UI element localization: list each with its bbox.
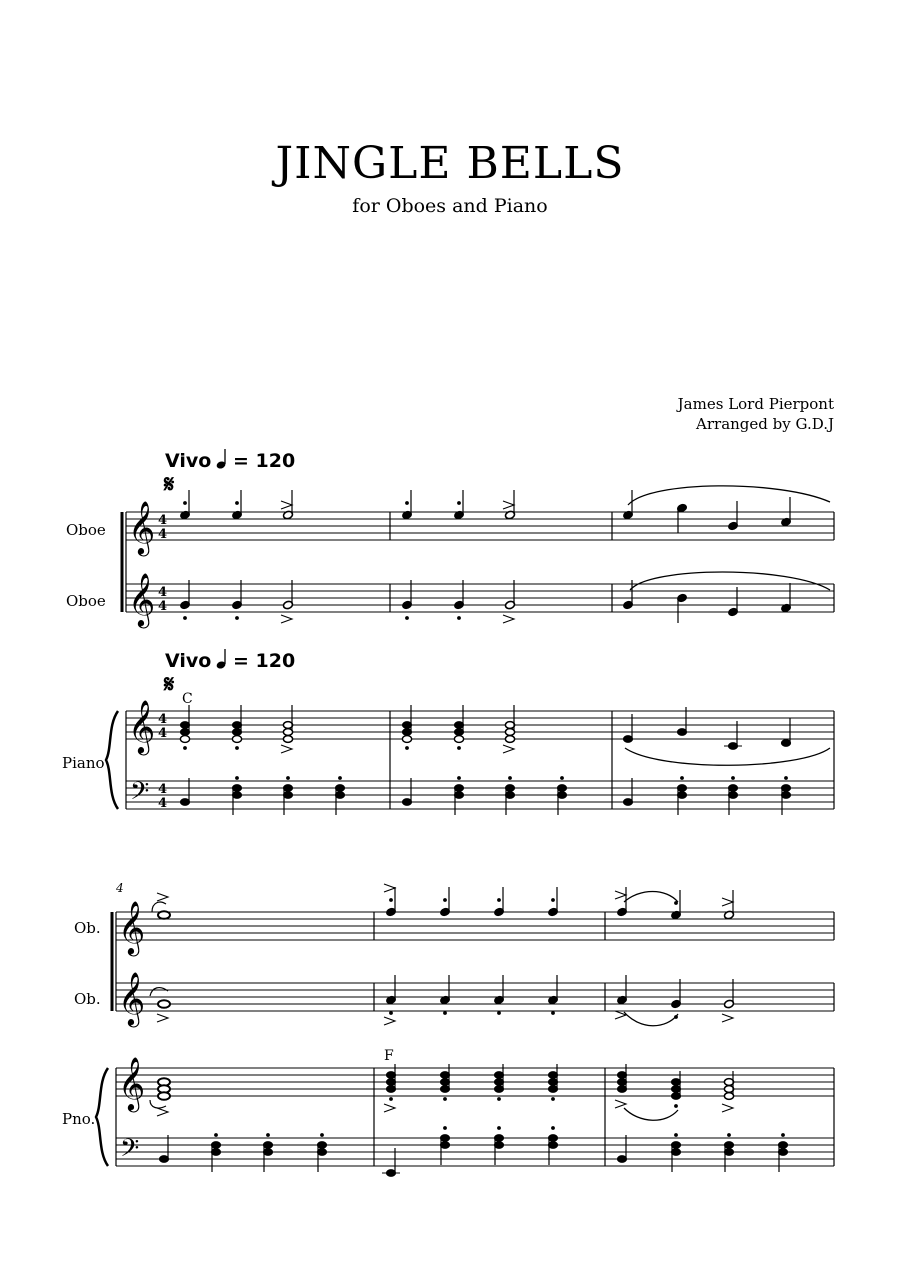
piano-treble-notes	[180, 705, 830, 765]
svg-text:4: 4	[158, 796, 168, 811]
oboe-1-notes	[152, 884, 734, 920]
treble-clef-icon: 𝄞	[118, 971, 146, 1025]
staff-label-piano: Pno.	[62, 1110, 96, 1128]
barlines	[374, 912, 834, 1166]
svg-text:4: 4	[158, 527, 168, 542]
piece-subtitle: for Oboes and Piano	[352, 195, 548, 217]
barlines	[390, 512, 834, 809]
svg-text:4: 4	[158, 585, 168, 600]
svg-text:4: 4	[158, 513, 168, 528]
composer-credit: James Lord Pierpont	[677, 395, 834, 413]
staff-label-oboe-2: Ob.	[74, 990, 101, 1008]
tempo-marking: Vivo	[165, 450, 212, 472]
segno-icon: 𝄋	[164, 670, 175, 698]
segno-icon: 𝄋	[164, 470, 175, 498]
treble-clef-icon: 𝄞	[128, 572, 156, 626]
bass-clef-icon: 𝄢	[120, 1134, 140, 1169]
staff-oboe-2	[126, 584, 834, 612]
piano-brace	[96, 1068, 108, 1166]
staff-label-oboe-1: Oboe	[66, 521, 106, 539]
arranger-credit: Arranged by G.D.J	[696, 415, 834, 433]
tempo-bpm: = 120	[233, 650, 296, 672]
chord-symbol: F	[384, 1048, 394, 1064]
svg-text:4: 4	[158, 726, 168, 741]
treble-clef-icon: 𝄞	[128, 500, 156, 554]
treble-clef-icon: 𝄞	[128, 699, 156, 753]
treble-clef-icon: 𝄞	[118, 900, 146, 954]
quarter-note-icon	[216, 449, 227, 470]
treble-clef-icon: 𝄞	[118, 1056, 146, 1110]
staff-label-oboe-1: Ob.	[74, 919, 101, 937]
piece-title: JINGLE BELLS	[275, 138, 625, 189]
svg-text:4: 4	[158, 782, 168, 797]
chord-symbol: C	[182, 691, 193, 707]
measure-number: 4	[116, 881, 124, 895]
piano-brace	[106, 711, 118, 809]
tempo-marking: Vivo	[165, 650, 212, 672]
svg-text:4: 4	[158, 712, 168, 727]
quarter-note-icon	[216, 649, 227, 670]
piano-treble-notes	[150, 1064, 734, 1120]
bass-clef-icon: 𝄢	[130, 777, 150, 812]
staff-label-oboe-2: Oboe	[66, 592, 106, 610]
svg-text:4: 4	[158, 599, 168, 614]
tempo-bpm: = 120	[233, 450, 296, 472]
staff-label-piano: Piano	[62, 754, 105, 772]
